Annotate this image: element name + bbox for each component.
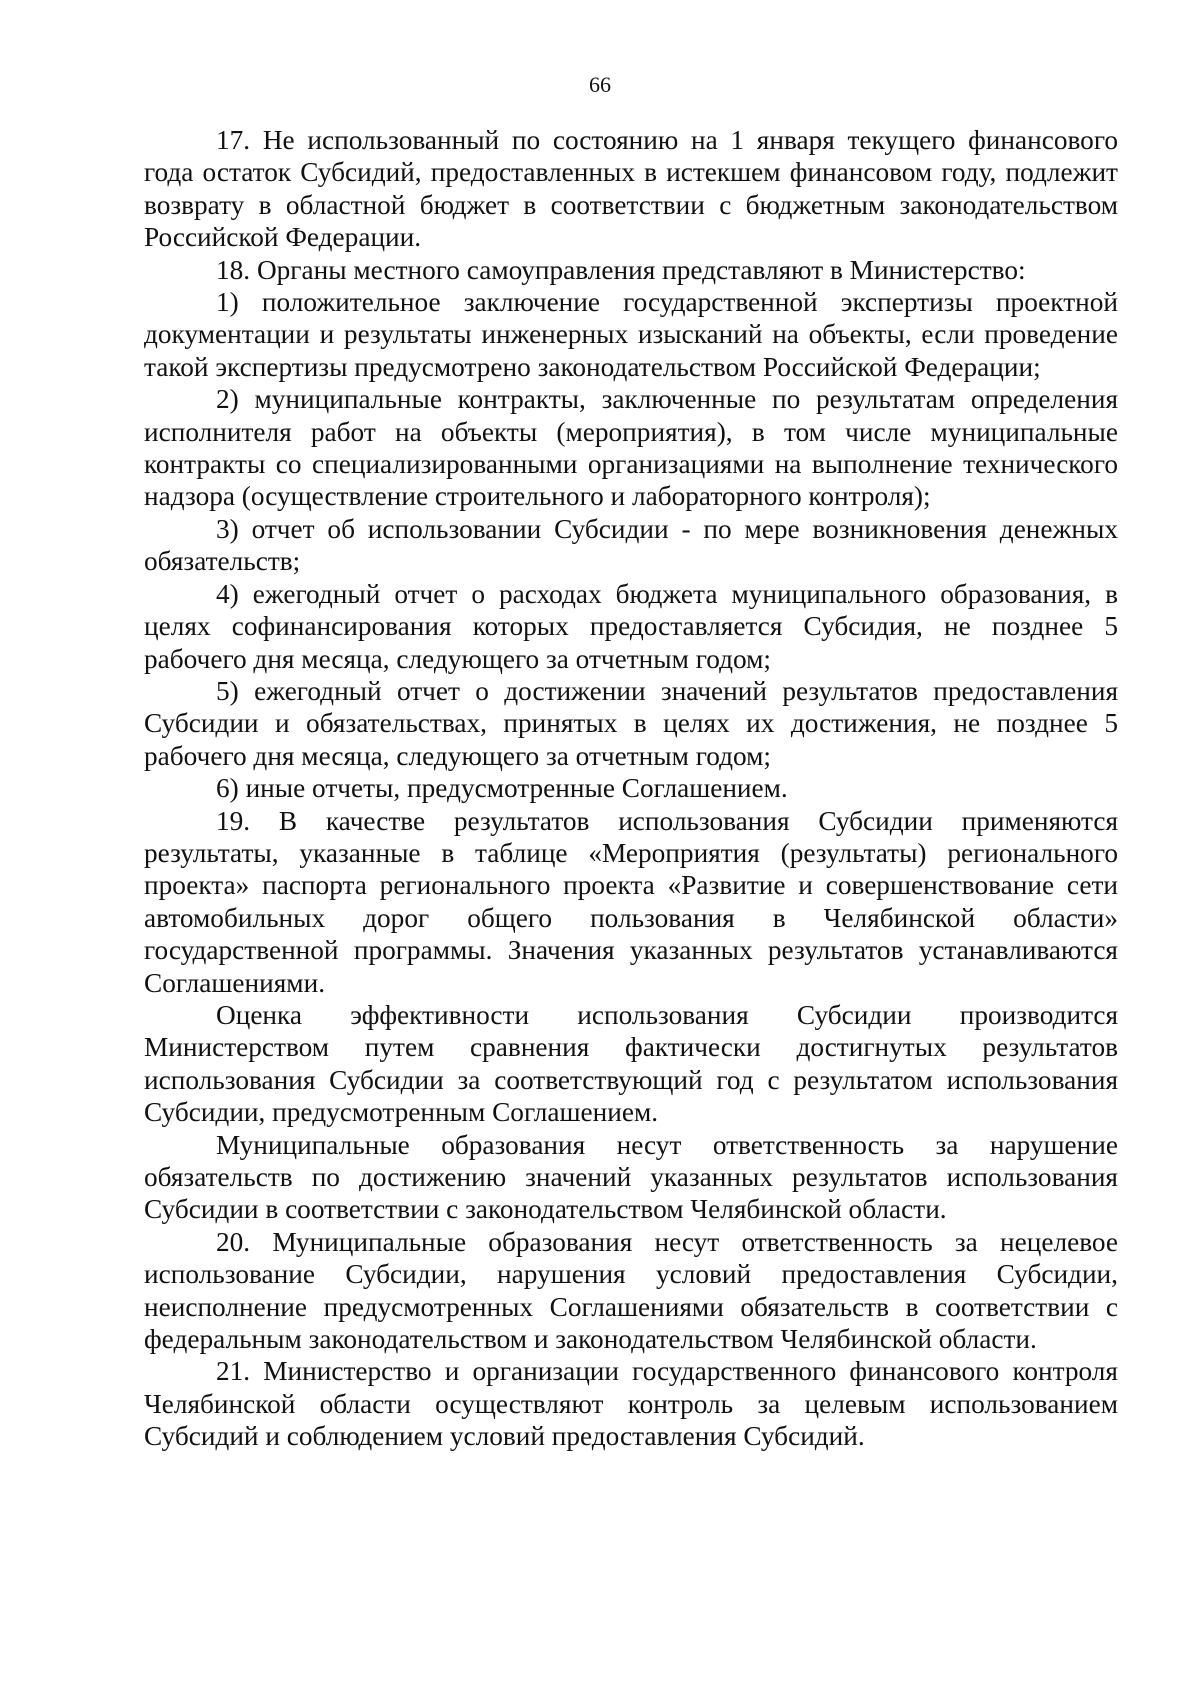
- paragraph-18: 18. Органы местного самоуправления представляют в Министерство:: [216, 254, 1026, 285]
- paragraph-17: 17. Не использованный по состоянию на 1 января текущего финансового года остаток Субсидий, предоставленных в истекшем финансовом году, подлежит возврату в областной бюджет в соответствии с бюджетным законодательством Российской Федерации.: [144, 125, 1118, 253]
- page-number: 66: [589, 72, 611, 97]
- paragraph-19: 19. В качестве результатов использования Субсидии применяются результаты, указанные в таблице «Мероприятия (результаты) регионального проекта» паспорта регионального проекта «Развитие и совершенствование сети автомобильных дорог общего пользования в Челябинской области» государственной программы. Значения указанных результатов устанавливаются Соглашениями.: [144, 805, 1118, 998]
- list-item-4: 4) ежегодный отчет о расходах бюджета муниципального образования, в целях софинансирования которых предоставляется Субсидия, не позднее 5 рабочего дня месяца, следующего за отчетным годом;: [144, 578, 1118, 674]
- document-body: [144, 124, 1118, 1453]
- list-item-1: 1) положительное заключение государственной экспертизы проектной документации и результаты инженерных изысканий на объекты, если проведение такой экспертизы предусмотрено законодательством Российской Федерации;: [144, 287, 1118, 382]
- paragraph-21: 21. Министерство и организации государственного финансового контроля Челябинской области осуществляют контроль за целевым использованием Субсидий и соблюдением условий предоставления Субсидий.: [144, 1356, 1118, 1452]
- list-item-3: 3) отчет об использовании Субсидии - по мере возникновения денежных обязательств;: [144, 513, 1118, 577]
- list-item-6: 6) иные отчеты, предусмотренные Соглашением.: [216, 773, 788, 804]
- paragraph-20: 20. Муниципальные образования несут ответственность за нецелевое использование Субсидии, нарушения условий предоставления Субсидии, неисполнение предусмотренных Соглашениями обязательств в соответствии с федеральным законодательством и законодательством Челябинской области.: [144, 1226, 1118, 1355]
- list-item-5: 5) ежегодный отчет о достижении значений результатов предоставления Субсидии и обязательствах, принятых в целях их достижения, не позднее 5 рабочего дня месяца, следующего за отчетным годом;: [144, 675, 1118, 771]
- list-item-2: 2) муниципальные контракты, заключенные по результатам определения исполнителя работ на объекты (мероприятия), в том числе муниципальные контракты со специализированными организациями на выполнение технического надзора (осуществление строительного и лабораторного контроля);: [144, 384, 1118, 512]
- paragraph-evaluation: Оценка эффективности использования Субсидии производится Министерством путем сравнения фактически достигнутых результатов использования Субсидии за соответствующий год с результатом использования Субсидии, предусмотренным Соглашением.: [144, 999, 1118, 1128]
- paragraph-responsibility: Муниципальные образования несут ответственность за нарушение обязательств по достижению значений указанных результатов использования Субсидии в соответствии с законодательством Челябинской области.: [144, 1129, 1118, 1225]
